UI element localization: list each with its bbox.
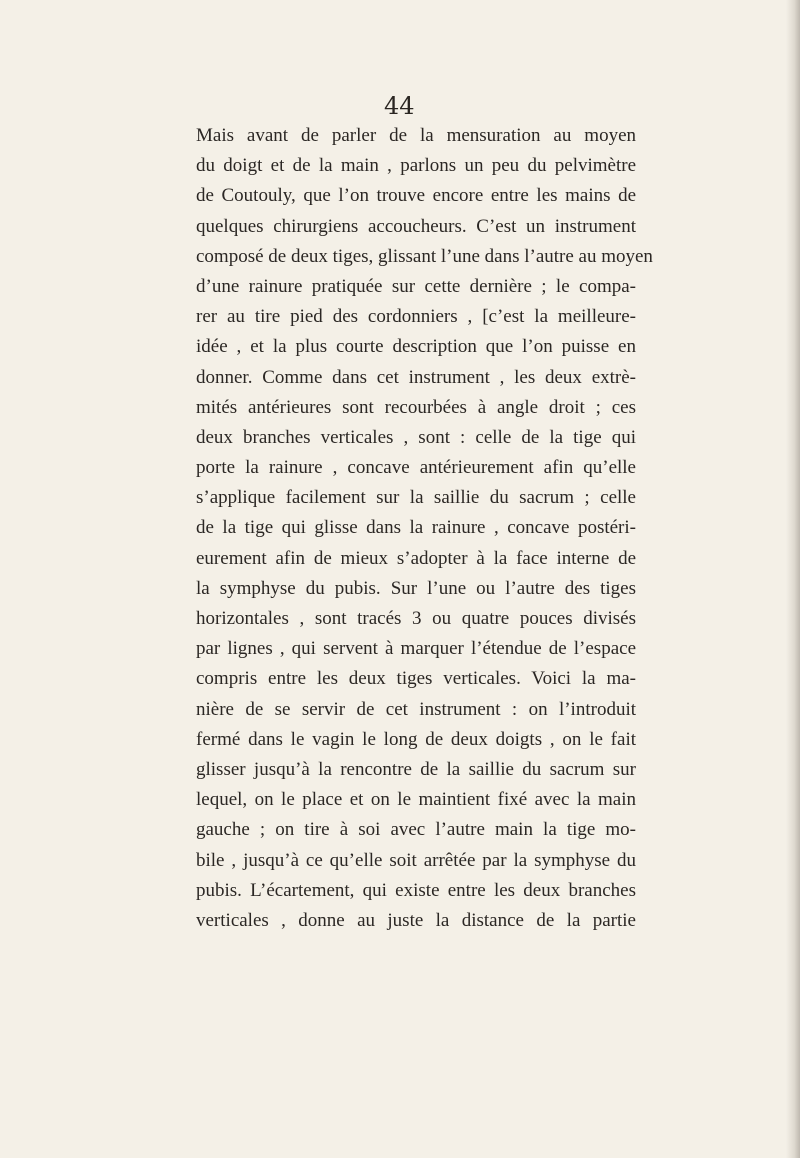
text-line: deux branches verticales , sont : celle de la tige qui	[196, 426, 636, 448]
text-line: fermé dans le vagin le long de deux doigts , on le fait	[196, 728, 636, 750]
text-line: rer au tire pied des cordonniers , [c’est la meilleure-	[196, 306, 636, 328]
text-line: donner. Comme dans cet instrument , les deux extrè-	[196, 366, 636, 388]
page-edge-shadow	[786, 0, 800, 1158]
page-number: 44	[384, 92, 415, 120]
text-line: verticales , donne au juste la distance de la partie	[196, 909, 636, 931]
text-line: compris entre les deux tiges verticales. Voici la ma-	[196, 668, 636, 690]
text-line: bile , jusqu’à ce qu’elle soit arrêtée par la symphyse du	[196, 849, 636, 871]
body-text	[196, 121, 653, 936]
text-line: mités antérieures sont recourbées à angle droit ; ces	[196, 396, 636, 418]
text-line: quelques chirurgiens accoucheurs. C’est un instrument	[196, 215, 636, 237]
text-line: du doigt et de la main , parlons un peu du pelvimètre	[196, 155, 636, 177]
text-line: de Coutouly, que l’on trouve encore entre les mains de	[196, 185, 636, 207]
text-line: nière de se servir de cet instrument : on l’introduit	[196, 698, 636, 720]
text-line: glisser jusqu’à la rencontre de la saillie du sacrum sur	[196, 758, 636, 780]
text-line: par lignes , qui servent à marquer l’étendue de l’espace	[196, 638, 636, 660]
text-line: eurement afin de mieux s’adopter à la face interne de	[196, 547, 636, 569]
text-line: lequel, on le place et on le maintient fixé avec la main	[196, 789, 636, 811]
text-line: la symphyse du pubis. Sur l’une ou l’autre des tiges	[196, 577, 636, 599]
text-line: composé de deux tiges, glissant l’une dans l’autre au moyen	[196, 245, 653, 267]
text-line: d’une rainure pratiquée sur cette dernière ; le compa-	[196, 275, 636, 297]
text-line: idée , et la plus courte description que l’on puisse en	[196, 336, 636, 358]
text-line: horizontales , sont tracés 3 ou quatre pouces divisés	[196, 608, 636, 629]
text-line: pubis. L’écartement, qui existe entre les deux branches	[196, 879, 636, 901]
text-line: Mais avant de parler de la mensuration au moyen	[196, 125, 636, 146]
text-line: de la tige qui glisse dans la rainure , concave postéri-	[196, 517, 636, 539]
text-line: s’applique facilement sur la saillie du sacrum ; celle	[196, 487, 636, 509]
text-line: gauche ; on tire à soi avec l’autre main la tige mo-	[196, 819, 636, 841]
text-line: porte la rainure , concave antérieurement afin qu’elle	[196, 457, 636, 479]
